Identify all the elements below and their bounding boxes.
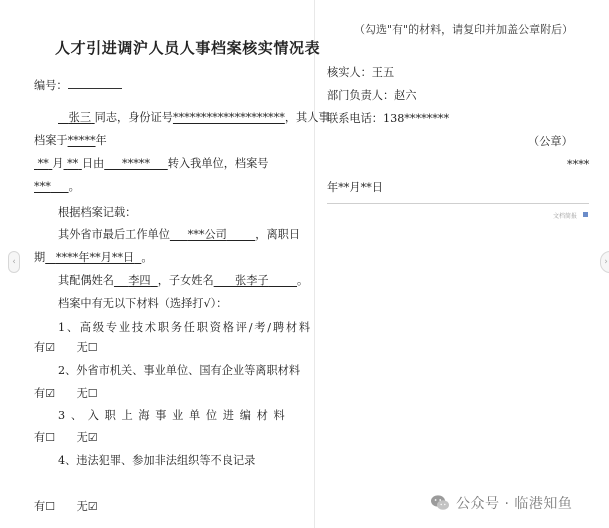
item-4-label: 4、违法犯罪、参加非法组织等不良记录 <box>58 454 256 467</box>
item-4-options <box>34 500 98 514</box>
wechat-icon <box>430 494 450 512</box>
source-mark <box>583 212 588 217</box>
verifier-name: 王五 <box>371 66 395 79</box>
number-field <box>34 77 122 93</box>
next-page-button[interactable] <box>600 251 609 273</box>
last-unit-line: 其外省市最后工作单位 ***公司 ，离职日 <box>58 228 301 241</box>
paragraph-line-2: 档案于*****年 <box>34 134 107 147</box>
source-unit: ***** <box>122 157 150 170</box>
item-1-no-checkbox[interactable]: 无☐ <box>76 341 98 354</box>
item-1-label: 1、高级专业技术职务任职资格评/考/聘材料 <box>58 321 312 334</box>
form-title: 人才引进调沪人员人事档案核实情况表 <box>55 39 321 57</box>
phone-number: 138******** <box>382 112 450 125</box>
item-1-yes-checkbox[interactable]: 有☑ <box>34 341 56 354</box>
verifier-line: 核实人：王五 <box>327 66 395 79</box>
phone-line: 联系电话：138******** <box>327 112 450 125</box>
person-name: 张三 <box>68 111 92 124</box>
page-divider <box>314 0 315 528</box>
paragraph-line-4: *** 。 <box>34 180 80 193</box>
item-3-options <box>34 431 98 445</box>
text-qirenshi: ，其人事 <box>284 111 330 124</box>
materials-heading: 档案中有无以下材料（选择打√）： <box>58 297 228 310</box>
leave-date-line: 期 ****年**月**日 。 <box>34 251 153 264</box>
page-end-rule <box>327 203 589 204</box>
item-2-options <box>34 387 98 401</box>
item-4-no-checkbox[interactable]: 无☑ <box>76 500 98 513</box>
seal-date: 年**月**日 <box>327 181 383 194</box>
id-number: ******************** <box>172 111 285 124</box>
item-3-no-checkbox[interactable]: 无☑ <box>76 431 98 444</box>
chevron-right-icon: › <box>604 257 608 267</box>
previous-page-button[interactable] <box>8 251 20 273</box>
last-work-unit: ***公司 <box>187 228 227 241</box>
attachment-note: （勾选"有"的材料，请复印并加盖公章附后） <box>354 23 574 36</box>
seal-year: **** <box>567 158 590 171</box>
watermark-text: 公众号 · 临港知鱼 <box>456 496 573 512</box>
transfer-year: ***** <box>67 134 96 147</box>
transfer-month: ** <box>37 157 49 170</box>
child-name: 张李子 <box>235 274 269 287</box>
item-3-label: 3、入职上海事业单位进编材料 <box>58 409 291 422</box>
archive-number: *** <box>34 180 51 193</box>
source-label: 文档简报 <box>553 213 578 220</box>
transfer-day: ** <box>67 157 79 170</box>
family-line: 其配偶姓名 李四 ，子女姓名 张李子 。 <box>58 274 309 287</box>
item-4-yes-checkbox[interactable]: 有☐ <box>34 500 56 513</box>
spouse-name: 李四 <box>128 274 151 287</box>
wechat-watermark <box>430 492 572 514</box>
leave-date: ****年**月**日 <box>55 251 135 264</box>
item-2-no-checkbox[interactable]: 无☐ <box>76 387 98 400</box>
dept-head-name: 赵六 <box>394 89 417 102</box>
item-3-yes-checkbox[interactable]: 有☐ <box>34 431 56 444</box>
text-tongzhi: 同志，身份证号 <box>94 111 173 124</box>
chevron-left-icon: ‹ <box>12 257 16 267</box>
official-seal-label: （公章） <box>528 135 573 148</box>
paragraph-line-1 <box>58 111 330 125</box>
paragraph-line-3: ** 月 ** 日由 ***** 转入我单位，档案号 <box>34 157 268 171</box>
item-2-label: 2、外省市机关、事业单位、国有企业等离职材料 <box>58 364 301 377</box>
records-heading: 根据档案记载： <box>58 206 137 219</box>
number-value <box>68 77 122 89</box>
number-label: 编号： <box>34 79 68 92</box>
item-1-options <box>34 341 98 355</box>
item-2-yes-checkbox[interactable]: 有☑ <box>34 387 56 400</box>
dept-head-line: 部门负责人：赵六 <box>327 89 417 102</box>
